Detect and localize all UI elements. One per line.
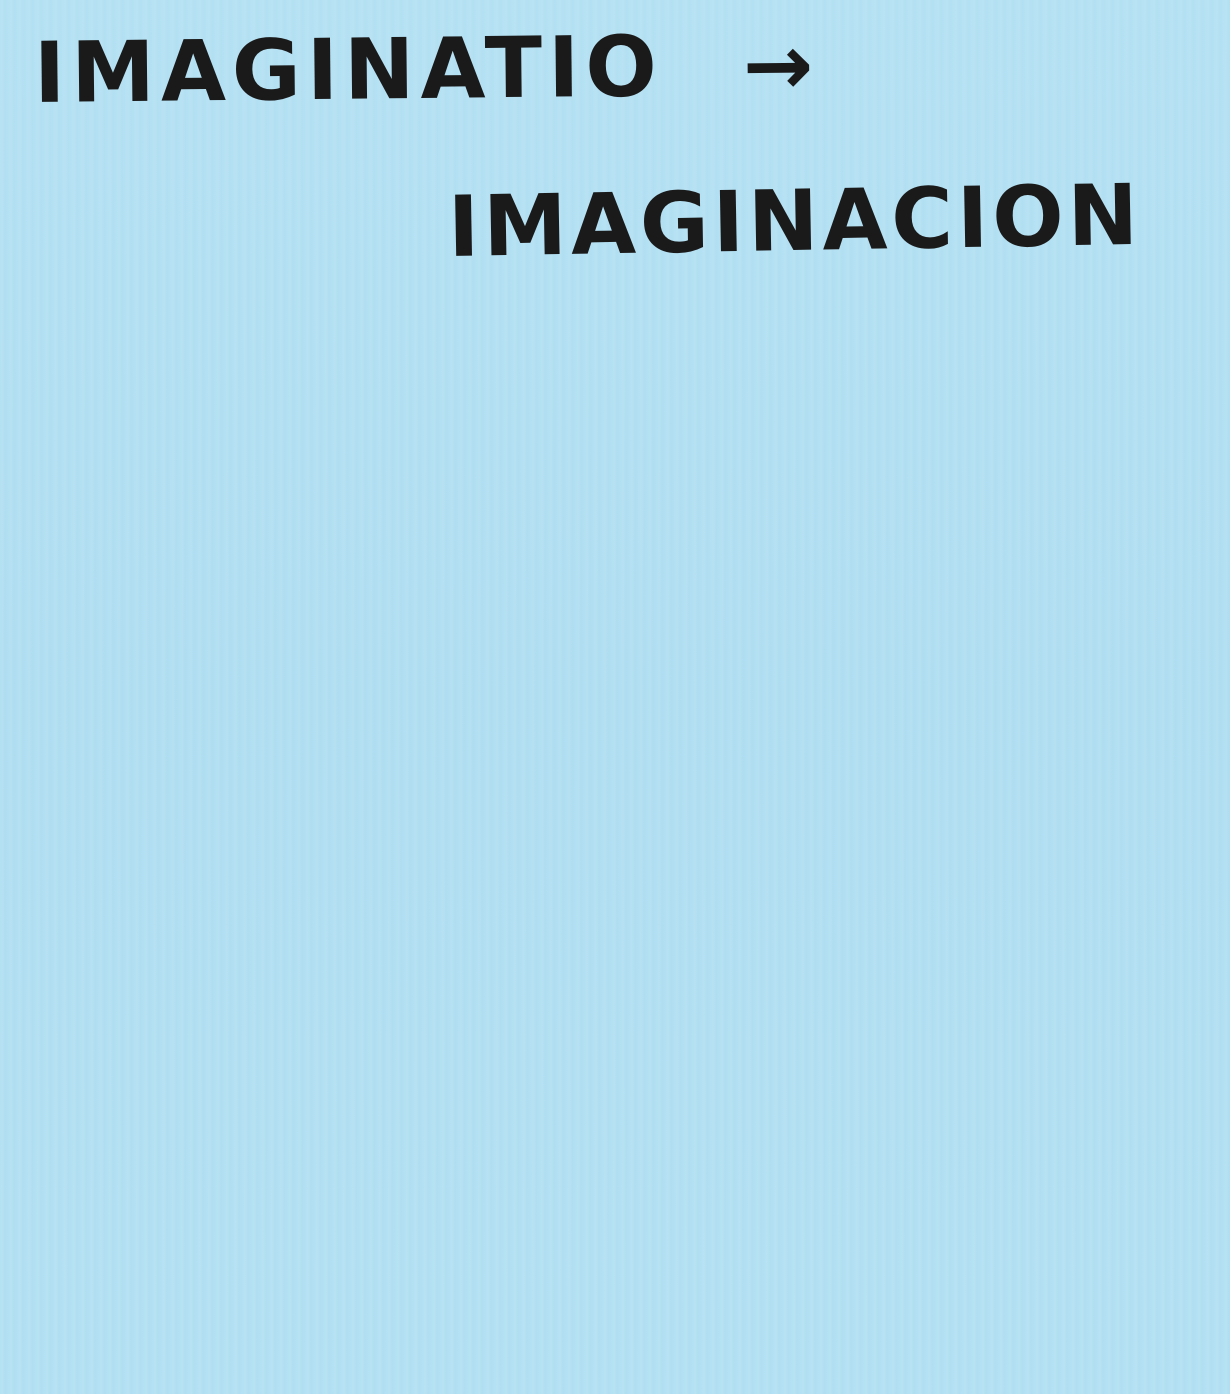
target-word: IMAGINACION: [447, 165, 1143, 276]
source-word: IMAGINATIO: [33, 17, 664, 122]
right-arrow-icon: →: [742, 15, 814, 115]
handwritten-line-target: [447, 166, 1143, 276]
handwritten-line-source: [33, 16, 813, 122]
